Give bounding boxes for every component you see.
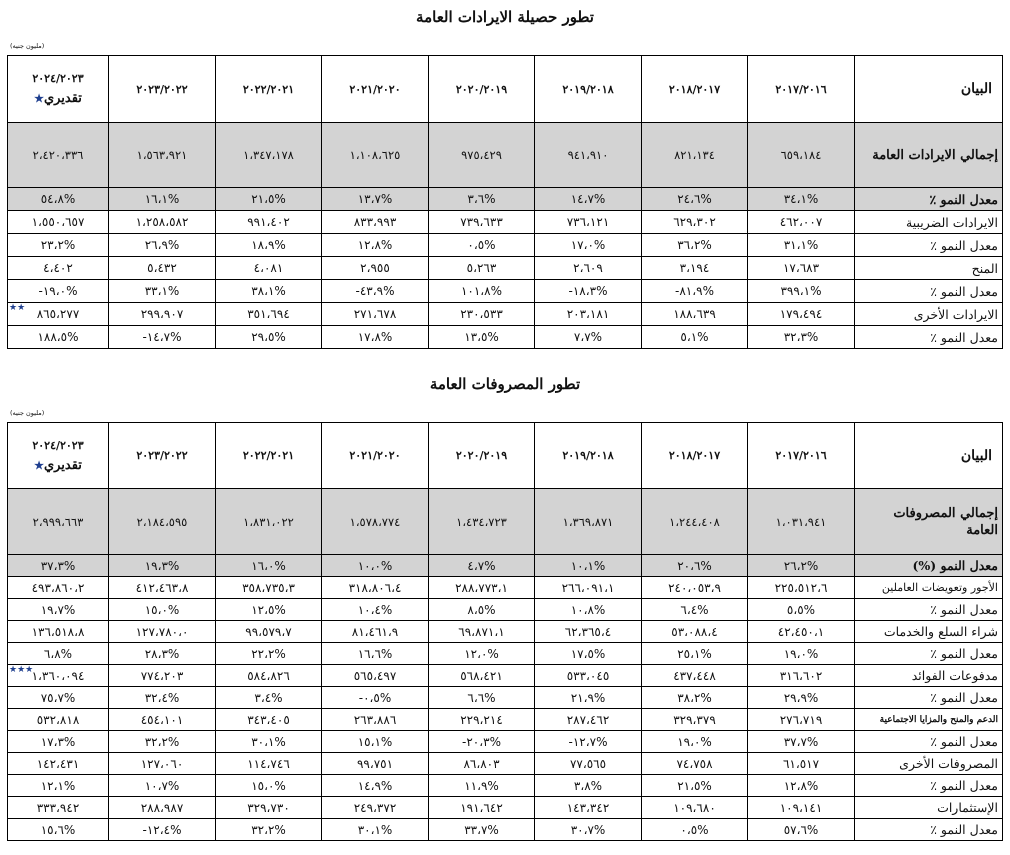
cell: ١،٣٤٧،١٧٨: [216, 123, 322, 188]
year-header: ٢٠١٧/٢٠١٦: [748, 423, 855, 489]
cell: %١٠،٧: [109, 775, 216, 797]
cell: %١٠،١: [535, 555, 642, 577]
cell: %٦،٦: [429, 687, 535, 709]
cell: %٢٤،٦: [642, 188, 748, 211]
table-row: [8, 188, 1003, 211]
cell: %١٥،٠: [216, 775, 322, 797]
cell: ٢٨٨،٧٧٣،١: [429, 577, 535, 599]
year-header: ٢٠٢٢/٢٠٢١: [216, 423, 322, 489]
cell: %١٢،٥: [216, 599, 322, 621]
cell: ١٤٣،٣٤٢: [535, 797, 642, 819]
row-label: المصروفات الأخرى: [855, 753, 1003, 775]
cell: ٦٥٩،١٨٤: [748, 123, 855, 188]
year-header: ٢٠٢٣/٢٠٢٢: [109, 423, 216, 489]
cell: ٣٣٣،٩٤٢: [8, 797, 109, 819]
cell: %١٩،٠: [642, 731, 748, 753]
triple-star-icon: ★★★: [9, 665, 34, 675]
cell: ٢،٦٠٩: [535, 257, 642, 280]
cell: ٤٩٣،٨٦٠،٢: [8, 577, 109, 599]
cell: %٢١،٥: [642, 775, 748, 797]
cell: ٣٥٨،٧٣٥،٣: [216, 577, 322, 599]
cell: ٢،٩٩٩،٦٦٣: [8, 489, 109, 555]
expenses-table: [7, 422, 1003, 841]
row-label: معدل النمو ٪: [855, 731, 1003, 753]
cell: ٢٢٥،٥١٢،٦: [748, 577, 855, 599]
cell: ٣٢٩،٧٣٠: [216, 797, 322, 819]
cell: %٢٨،٣: [109, 643, 216, 665]
cell: ٩٩،٧٥١: [322, 753, 429, 775]
cell: ٥٣٣،٠٤٥: [535, 665, 642, 687]
year-header: ٢٠١٩/٢٠١٨: [535, 423, 642, 489]
cell: ٢،١٨٤،٥٩٥: [109, 489, 216, 555]
cell: %٨،٥: [429, 599, 535, 621]
cell: %١٧،٣: [8, 731, 109, 753]
cell: %٣٨،١: [216, 280, 322, 303]
cell: ٣١٨،٨٠٦،٤: [322, 577, 429, 599]
table-row: [8, 555, 1003, 577]
cell: %١٣،٧: [322, 188, 429, 211]
cell: %٢٥،١: [642, 643, 748, 665]
cell: %٠،٥: [429, 234, 535, 257]
cell: %٨١،٩-: [642, 280, 748, 303]
cell: ١،٥٥٠،٦٥٧: [8, 211, 109, 234]
year-header: ٢٠٢١/٢٠٢٠: [322, 56, 429, 123]
cell: %٥،٥: [748, 599, 855, 621]
row-label: الإستثمارات: [855, 797, 1003, 819]
year-header: ٢٠٢٢/٢٠٢١: [216, 56, 322, 123]
year-header-estimate: [8, 423, 109, 489]
cell: %٥٤،٨: [8, 188, 109, 211]
star-icon: ★: [34, 458, 44, 472]
cell: %٣،٦: [429, 188, 535, 211]
cell: ١٧،٦٨٣: [748, 257, 855, 280]
cell: ٢٩٩،٩٠٧: [109, 303, 216, 326]
cell: ٤،٤٠٢: [8, 257, 109, 280]
row-label: معدل النمو ٪: [855, 280, 1003, 303]
cell: %١٢،٤-: [109, 819, 216, 841]
row-label: معدل النمو ٪: [855, 599, 1003, 621]
cell: ٤٣٧،٤٤٨: [642, 665, 748, 687]
cell: ٥،٢٦٣: [429, 257, 535, 280]
cell: %٦،٤: [642, 599, 748, 621]
cell: %١٨،٣-: [535, 280, 642, 303]
cell: %٣٢،٢: [109, 731, 216, 753]
cell: %٥،١: [642, 326, 748, 349]
cell: %٣٧،٧: [748, 731, 855, 753]
table-row: [8, 234, 1003, 257]
revenue-title: تطور حصيلة الايرادات العامة: [416, 8, 594, 26]
cell: ١٩١،٦٤٢: [429, 797, 535, 819]
cell: %٢٩،٥: [216, 326, 322, 349]
cell: ١٧٩،٤٩٤: [748, 303, 855, 326]
cell: %١٢،٧-: [535, 731, 642, 753]
cell: %١٢،١: [8, 775, 109, 797]
cell: %٣٠،٧: [535, 819, 642, 841]
cell: ٥٦٨،٤٢١: [429, 665, 535, 687]
cell: %١٤،٧: [535, 188, 642, 211]
cell: %١٦،١: [109, 188, 216, 211]
cell: %٤٣،٩-: [322, 280, 429, 303]
cell: ٢،٩٥٥: [322, 257, 429, 280]
cell: ٥٨٤،٨٢٦: [216, 665, 322, 687]
cell: %٣٤،١: [748, 188, 855, 211]
cell: ٨٦،٨٠٣: [429, 753, 535, 775]
cell: %٢٠،٣-: [429, 731, 535, 753]
cell: ٤٢،٤٥٠،١: [748, 621, 855, 643]
year-header: ٢٠١٩/٢٠١٨: [535, 56, 642, 123]
row-label: الدعم والمنح والمزايا الاجتماعية: [855, 709, 1003, 731]
cell: %٣٧،٣: [8, 555, 109, 577]
cell: ٦١،٥١٧: [748, 753, 855, 775]
cell: ٢٧١،٦٧٨: [322, 303, 429, 326]
table-row: [8, 489, 1003, 555]
cell: ٤٥٤،١٠١: [109, 709, 216, 731]
table-row: [8, 599, 1003, 621]
cell: ٨٢١،١٣٤: [642, 123, 748, 188]
cell: %١٧،٥: [535, 643, 642, 665]
table-row: [8, 257, 1003, 280]
cell: %٠،٥: [642, 819, 748, 841]
cell: %٣٨،٢: [642, 687, 748, 709]
row-label: معدل النمو ٪: [855, 188, 1003, 211]
cell: ١٤٢،٤٣١: [8, 753, 109, 775]
cell: ٦٢٩،٣٠٢: [642, 211, 748, 234]
table-row: [8, 211, 1003, 234]
cell: ٣٢٩،٣٧٩: [642, 709, 748, 731]
cell: %١٢،٠: [429, 643, 535, 665]
cell: ٨١،٤٦١،٩: [322, 621, 429, 643]
cell: %١٧،٨: [322, 326, 429, 349]
cell: %٣٠،١: [216, 731, 322, 753]
cell: ٢٧٦،٧١٩: [748, 709, 855, 731]
cell: %٣،٤: [216, 687, 322, 709]
cell: %١٥،١: [322, 731, 429, 753]
table-row: [8, 731, 1003, 753]
cell: %٢٦،٢: [748, 555, 855, 577]
cell: %٢٣،٢: [8, 234, 109, 257]
estimate-label: تقديري★: [34, 457, 82, 473]
cell: %١٩،٠-: [8, 280, 109, 303]
cell: ٦٩،٨٧١،١: [429, 621, 535, 643]
cell: ١،٠٣١،٩٤١: [748, 489, 855, 555]
cell: %١٠،٠: [322, 555, 429, 577]
year-header: ٢٠٢١/٢٠٢٠: [322, 423, 429, 489]
cell: %١٠،٨: [535, 599, 642, 621]
cell: ١،٣٦٩،٨٧١: [535, 489, 642, 555]
cell: ١،٤٣٤،٧٢٣: [429, 489, 535, 555]
cell: ٣٤٣،٤٠٥: [216, 709, 322, 731]
cell: ١،٥٧٨،٧٧٤: [322, 489, 429, 555]
cell: %٢٠،٦: [642, 555, 748, 577]
cell: %٧،٧: [535, 326, 642, 349]
table-row: [8, 819, 1003, 841]
cell: %١٥،٠: [109, 599, 216, 621]
year-header: ٢٠١٨/٢٠١٧: [642, 423, 748, 489]
table-row: [8, 665, 1003, 687]
cell: ٩٧٥،٤٢٩: [429, 123, 535, 188]
cell: ٢٨٧،٤٦٢: [535, 709, 642, 731]
row-label: مدفوعات الفوائد: [855, 665, 1003, 687]
year-header-estimate: [8, 56, 109, 123]
year-header: ٢٠١٨/٢٠١٧: [642, 56, 748, 123]
cell: ١،١٠٨،٦٢٥: [322, 123, 429, 188]
cell: ٢٤٩،٣٧٢: [322, 797, 429, 819]
expenses-unit: (مليون جنيه): [10, 409, 45, 417]
cell: %٦،٨: [8, 643, 109, 665]
cell: %٥٧،٦: [748, 819, 855, 841]
cell: ٥٣،٠٨٨،٤: [642, 621, 748, 643]
row-label: الايرادات الأخرى: [855, 303, 1003, 326]
cell: %٣٢،٣: [748, 326, 855, 349]
cell: %٣٦،٢: [642, 234, 748, 257]
cell: ٩٤١،٩١٠: [535, 123, 642, 188]
table-row: [8, 753, 1003, 775]
cell: ١٠٩،٦٨٠: [642, 797, 748, 819]
cell: %٣١،١: [748, 234, 855, 257]
cell: ١٣٦،٥١٨،٨: [8, 621, 109, 643]
header-label: البيان: [855, 423, 1003, 489]
estimate-label: تقديري★: [34, 91, 82, 106]
cell: %١٨،٩: [216, 234, 322, 257]
row-label: الايرادات الضريبية: [855, 211, 1003, 234]
table-row: [8, 577, 1003, 599]
cell: %٣٢،٢: [216, 819, 322, 841]
cell: ٢٦٣،٨٨٦: [322, 709, 429, 731]
row-label: المنح: [855, 257, 1003, 280]
header-label: البيان: [855, 56, 1003, 123]
cell: %١٦،٦: [322, 643, 429, 665]
star-icon: ★: [34, 92, 44, 105]
revenue-unit: (مليون جنيه): [10, 42, 45, 50]
expenses-title: تطور المصروفات العامة: [429, 375, 581, 393]
cell: %١٨٨،٥: [8, 326, 109, 349]
cell: ١٠٩،١٤١: [748, 797, 855, 819]
table-row: [8, 123, 1003, 188]
cell: %٣،٨: [535, 775, 642, 797]
row-label: معدل النمو ٪: [855, 234, 1003, 257]
row-label: معدل النمو ٪: [855, 687, 1003, 709]
cell: ٤٦٢،٠٠٧: [748, 211, 855, 234]
cell: ٤،٠٨١: [216, 257, 322, 280]
cell: ٧٧٤،٢٠٣: [109, 665, 216, 687]
year-header: ٢٠٢٠/٢٠١٩: [429, 56, 535, 123]
cell: ٥٦٥،٤٩٧: [322, 665, 429, 687]
cell: ٥،٤٣٢: [109, 257, 216, 280]
cell: %٣٢،٤: [109, 687, 216, 709]
year-header: ٢٠٢٠/٢٠١٩: [429, 423, 535, 489]
cell: ٩٩،٥٧٩،٧: [216, 621, 322, 643]
cell: ١١٤،٧٤٦: [216, 753, 322, 775]
cell: ٧٣٦،١٢١: [535, 211, 642, 234]
row-label: معدل النمو (%): [855, 555, 1003, 577]
double-star-icon: ★★: [9, 303, 26, 313]
cell: %١٩،٠: [748, 643, 855, 665]
cell: %٣٠،١: [322, 819, 429, 841]
cell: %١٩،٣: [109, 555, 216, 577]
table-row: [8, 709, 1003, 731]
cell: ٧٤،٧٥٨: [642, 753, 748, 775]
cell: ٢٢٩،٢١٤: [429, 709, 535, 731]
row-label: إجمالي الايرادات العامة: [855, 123, 1003, 188]
row-label: معدل النمو ٪: [855, 643, 1003, 665]
cell: %١١،٩: [429, 775, 535, 797]
cell: %١٤،٩: [322, 775, 429, 797]
row-label: الأجور وتعويضات العاملين: [855, 577, 1003, 599]
cell: %٢١،٥: [216, 188, 322, 211]
cell: ٨٣٣،٩٩٣: [322, 211, 429, 234]
cell: ٥٣٢،٨١٨: [8, 709, 109, 731]
cell: %٧٥،٧: [8, 687, 109, 709]
cell: ★★★ ١،٣٦٠،٠٩٤: [8, 665, 109, 687]
revenue-table: [7, 55, 1003, 349]
year-label: ٢٠٢٤/٢٠٢٣: [32, 72, 84, 85]
cell: %٢٦،٩: [109, 234, 216, 257]
cell: ٧٣٩،٦٣٣: [429, 211, 535, 234]
cell: ٢٣٠،٥٣٣: [429, 303, 535, 326]
table-row: [8, 797, 1003, 819]
cell: %٣٣،٧: [429, 819, 535, 841]
revenue-header-row: [8, 56, 1003, 123]
row-label: شراء السلع والخدمات: [855, 621, 1003, 643]
cell: ١٢٧،٠٦٠: [109, 753, 216, 775]
cell: ١٢٧،٧٨٠،٠: [109, 621, 216, 643]
cell: %١٠،٤: [322, 599, 429, 621]
cell: %٢٢،٢: [216, 643, 322, 665]
cell: ٤١٢،٤٦٣،٨: [109, 577, 216, 599]
row-label: معدل النمو ٪: [855, 819, 1003, 841]
cell: ٣١٦،٦٠٢: [748, 665, 855, 687]
cell: ٧٧،٥٦٥: [535, 753, 642, 775]
cell: %٣٣،١: [109, 280, 216, 303]
cell: ٣،١٩٤: [642, 257, 748, 280]
cell: ٢٦٦،٠٩١،١: [535, 577, 642, 599]
expenses-header-row: [8, 423, 1003, 489]
cell: ٢،٤٢٠،٣٣٦: [8, 123, 109, 188]
cell: %١٠١،٨: [429, 280, 535, 303]
cell: ٦٢،٣٦٥،٤: [535, 621, 642, 643]
table-row: [8, 621, 1003, 643]
row-label: معدل النمو ٪: [855, 775, 1003, 797]
cell: ١،٥٦٣،٩٢١: [109, 123, 216, 188]
cell: ٣٥١،٦٩٤: [216, 303, 322, 326]
cell: %١٩،٧: [8, 599, 109, 621]
table-row: [8, 775, 1003, 797]
cell: ١،٢٤٤،٤٠٨: [642, 489, 748, 555]
cell: %١٢،٨: [748, 775, 855, 797]
table-row: [8, 280, 1003, 303]
cell: ★★ ٨٦٥،٢٧٧: [8, 303, 109, 326]
table-row: [8, 643, 1003, 665]
year-label: ٢٠٢٤/٢٠٢٣: [32, 438, 84, 452]
cell: ١،٨٣١،٠٢٢: [216, 489, 322, 555]
cell: %٠،٥-: [322, 687, 429, 709]
cell: %١٤،٧-: [109, 326, 216, 349]
cell: %١٧،٠: [535, 234, 642, 257]
table-row: [8, 326, 1003, 349]
cell: %١٣،٥: [429, 326, 535, 349]
cell: ٩٩١،٤٠٢: [216, 211, 322, 234]
cell: %١٥،٦: [8, 819, 109, 841]
year-header: ٢٠٢٣/٢٠٢٢: [109, 56, 216, 123]
cell: %١٦،٠: [216, 555, 322, 577]
row-label: إجمالي المصروفات العامة: [855, 489, 1003, 555]
cell: %٤،٧: [429, 555, 535, 577]
cell: ٢٠٣،١٨١: [535, 303, 642, 326]
cell: ٢٤٠،٠٥٣،٩: [642, 577, 748, 599]
year-header: ٢٠١٧/٢٠١٦: [748, 56, 855, 123]
cell: %٣٩٩،١: [748, 280, 855, 303]
row-label: معدل النمو ٪: [855, 326, 1003, 349]
cell: ١٨٨،٦٣٩: [642, 303, 748, 326]
table-row: [8, 303, 1003, 326]
cell: %١٢،٨: [322, 234, 429, 257]
table-row: [8, 687, 1003, 709]
cell: %٢١،٩: [535, 687, 642, 709]
cell: ٢٨٨،٩٨٧: [109, 797, 216, 819]
cell: ١،٢٥٨،٥٨٢: [109, 211, 216, 234]
cell: %٢٩،٩: [748, 687, 855, 709]
